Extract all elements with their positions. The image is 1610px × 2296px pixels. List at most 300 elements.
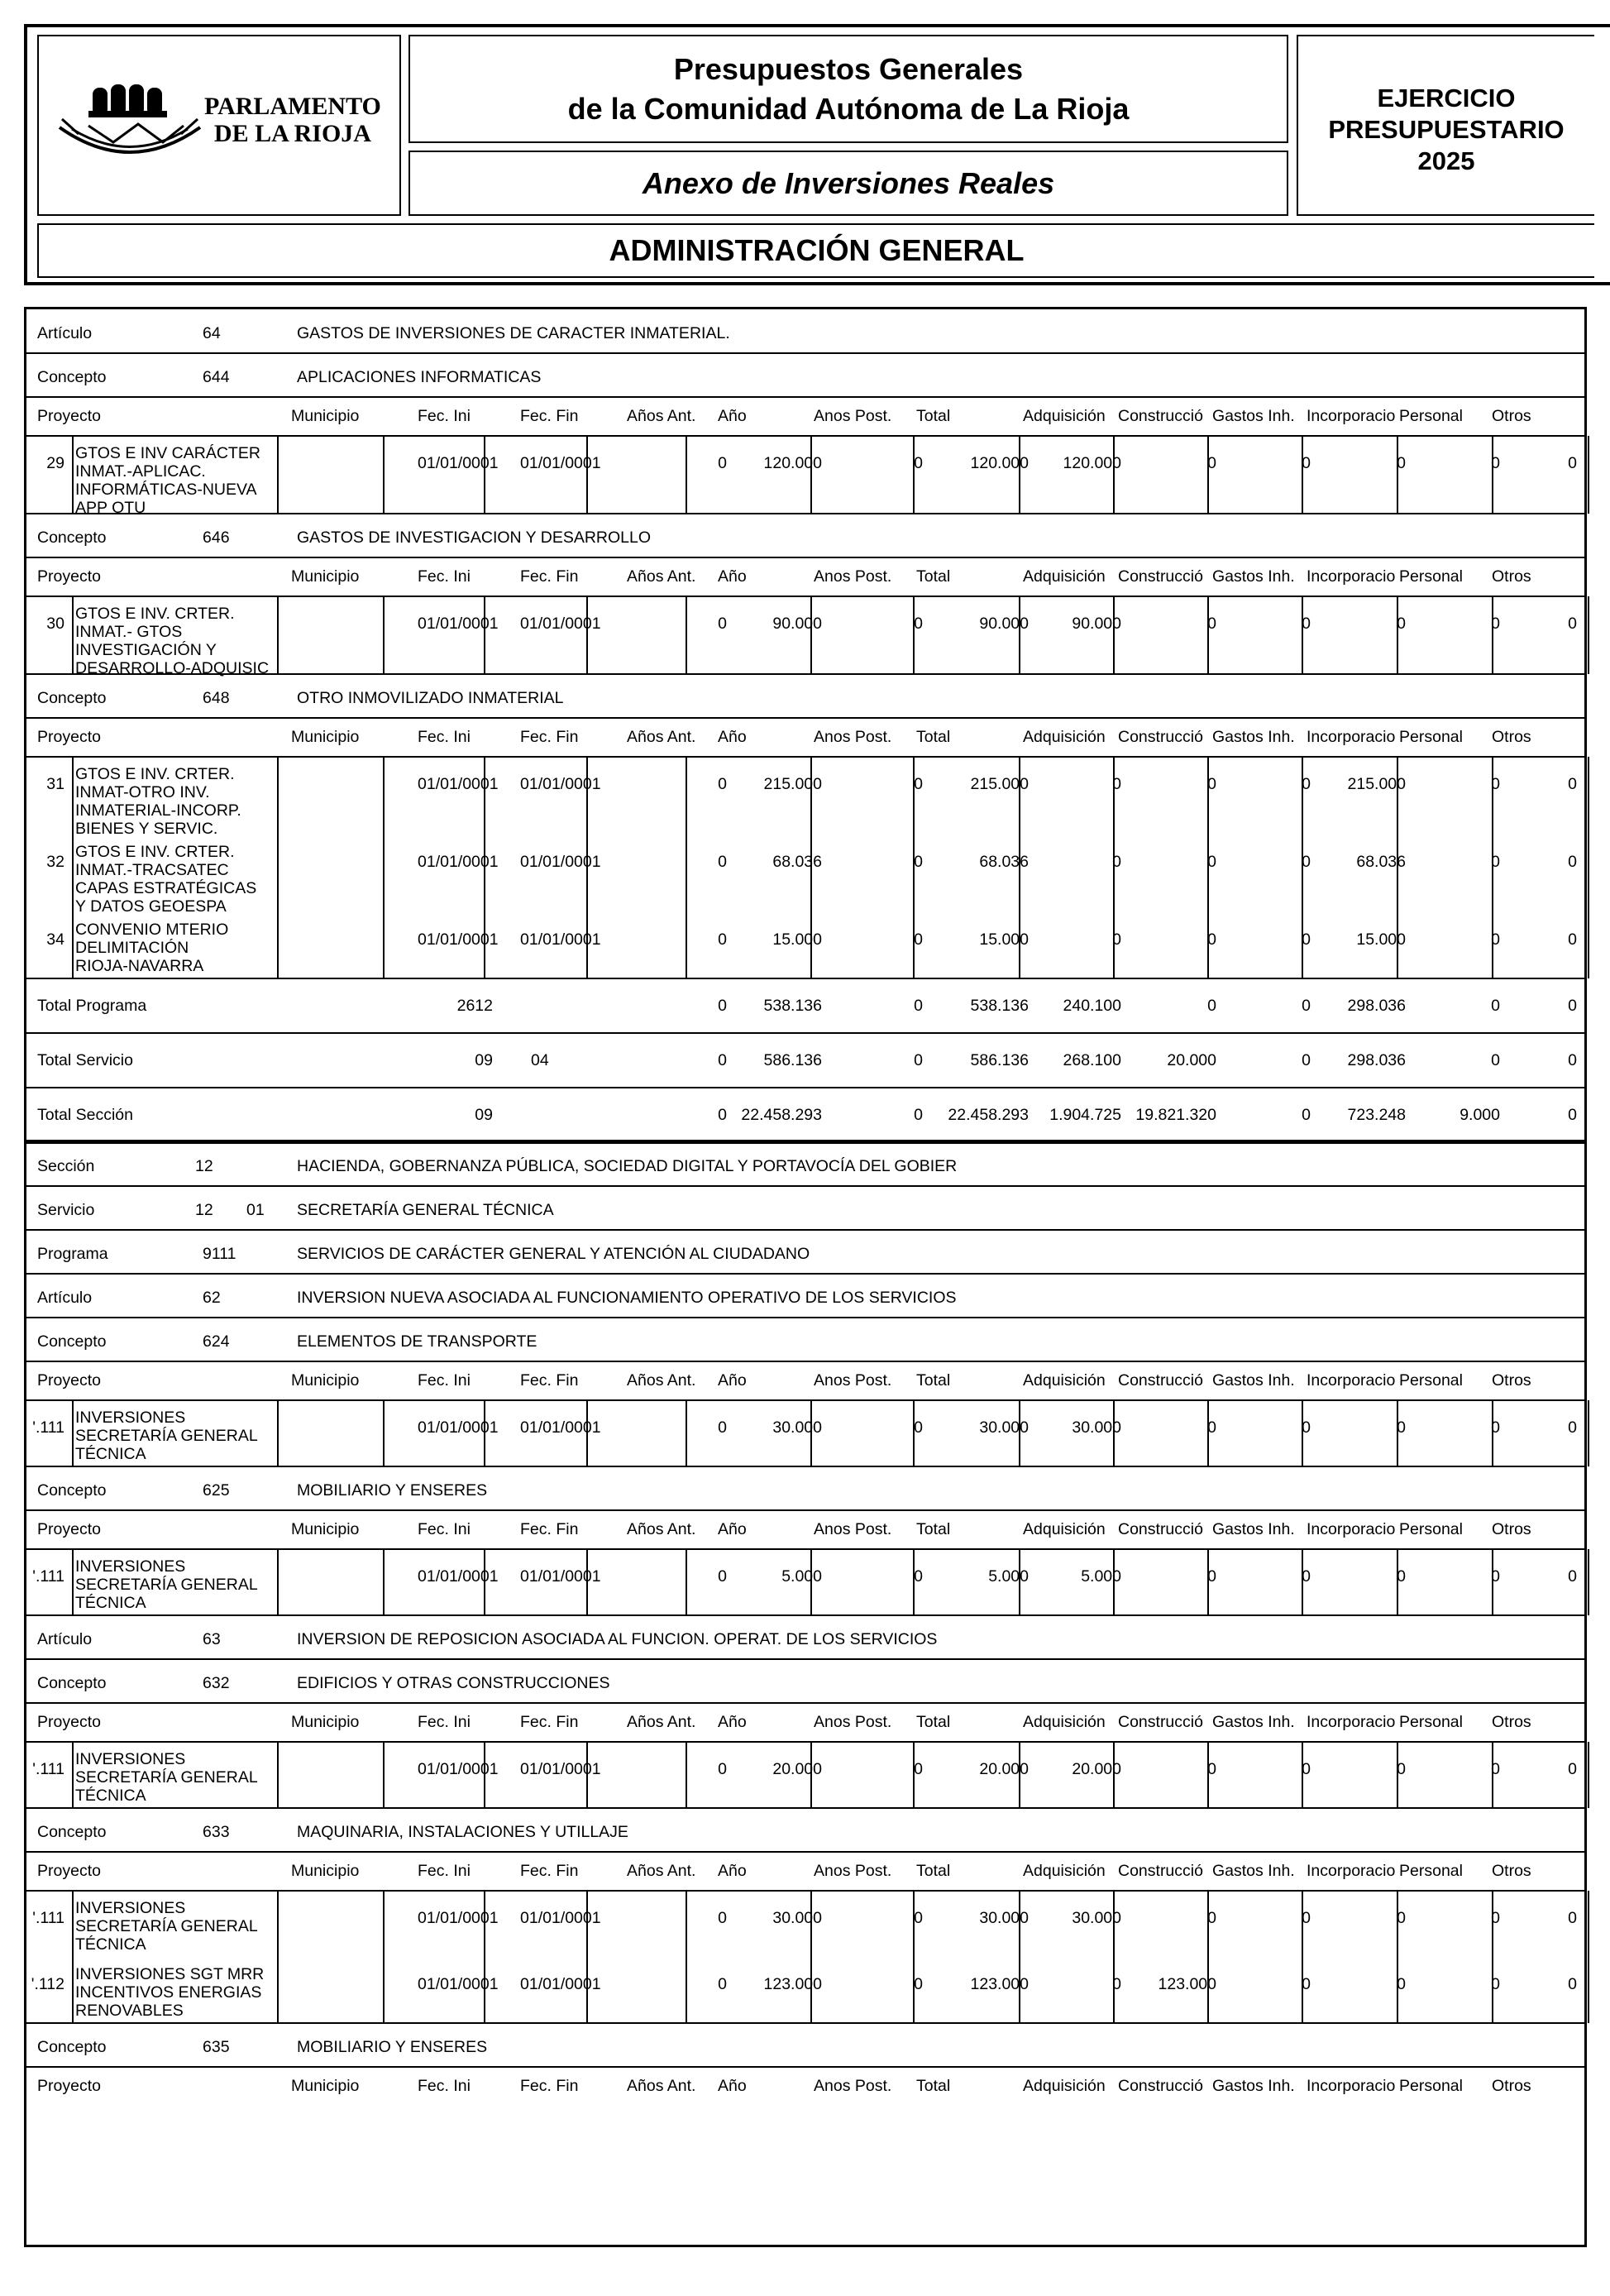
description-line: INMATERIAL-INCORP.	[75, 801, 241, 820]
column-divider	[586, 757, 588, 836]
column-header: Total	[916, 728, 951, 746]
column-header: Anos Post.	[814, 1713, 892, 1731]
total-amount: 586.136	[970, 1051, 1029, 1069]
amount-cell: 5.000	[781, 1567, 822, 1586]
column-header: Gastos Inh.	[1212, 1520, 1295, 1538]
column-divider	[913, 835, 915, 914]
amount-cell: 0	[718, 615, 727, 633]
column-header: Personal	[1399, 1371, 1463, 1390]
total-amount: 9.000	[1460, 1106, 1500, 1124]
description-line: GTOS E INV CARÁCTER	[75, 444, 260, 462]
column-header: Fec. Ini	[418, 1371, 471, 1390]
project-description	[75, 1409, 277, 1463]
project-id: 34	[46, 930, 64, 949]
column-header: Fec. Ini	[418, 728, 471, 746]
total-amount: 0	[1302, 1106, 1311, 1124]
total-amount: 298.036	[1347, 1051, 1406, 1069]
label-row	[26, 1659, 1584, 1703]
column-divider	[913, 757, 915, 836]
column-divider	[686, 436, 687, 514]
amount-cell: 123.000	[1158, 1975, 1216, 1993]
row-description: INVERSION DE REPOSICION ASOCIADA AL FUNCION. OPERAT. DE LOS SERVICIOS	[297, 1629, 938, 1648]
column-divider	[686, 912, 687, 978]
amount-cell: 0	[1568, 1909, 1577, 1927]
total-amount: 538.136	[763, 997, 822, 1015]
project-id: 32	[46, 853, 64, 871]
project-description	[75, 1557, 277, 1612]
project-id: '.111	[32, 1567, 64, 1586]
fec-fin: 01/01/0001	[520, 930, 601, 949]
total-code: 2612	[456, 997, 493, 1015]
column-header: Adquisición	[1023, 2077, 1106, 2095]
label-row	[26, 1274, 1584, 1318]
amount-cell: 215.000	[763, 775, 822, 793]
project-description	[75, 843, 277, 916]
column-divider	[686, 835, 687, 914]
column-header: Incorporacio	[1307, 728, 1396, 746]
column-divider	[1019, 596, 1020, 674]
column-header: Construcció	[1118, 407, 1203, 425]
amount-cell: 0	[1568, 454, 1577, 472]
description-line: BIENES Y SERVIC.	[75, 820, 218, 838]
column-divider	[1207, 596, 1209, 674]
column-divider	[1113, 436, 1115, 514]
column-header: Fec. Fin	[520, 1520, 579, 1538]
total-amount: 0	[1568, 1106, 1577, 1124]
column-divider	[484, 835, 485, 914]
column-header: Municipio	[291, 407, 360, 425]
total-code-2: 04	[531, 1051, 549, 1069]
column-header: Anos Post.	[814, 1862, 892, 1880]
column-header: Año	[718, 1371, 747, 1390]
amount-cell: 0	[1112, 930, 1121, 949]
column-header: Incorporacio	[1307, 1371, 1396, 1390]
amount-cell: 0	[1302, 1909, 1311, 1927]
total-code: 09	[475, 1051, 493, 1069]
column-divider	[810, 835, 812, 914]
total-amount: 0	[1302, 997, 1311, 1015]
description-line: INMAT.-TRACSATEC	[75, 861, 229, 879]
column-divider	[72, 1549, 74, 1615]
amount-cell: 0	[1568, 615, 1577, 633]
column-divider	[383, 1891, 385, 1959]
amount-cell: 0	[914, 853, 923, 871]
total-amount: 0	[1302, 1051, 1311, 1069]
logo-box	[37, 35, 401, 216]
column-divider	[1588, 912, 1589, 978]
amount-cell: 0	[718, 1567, 727, 1586]
column-divider	[277, 1549, 279, 1615]
column-header: Otros	[1492, 1713, 1531, 1731]
column-divider	[277, 757, 279, 836]
total-amount: 1.904.725	[1049, 1106, 1121, 1124]
column-divider	[1588, 1549, 1589, 1615]
label-row	[26, 1142, 1584, 1186]
amount-cell: 0	[1491, 1975, 1500, 1993]
title-line-2: de la Comunidad Autónoma de La Rioja	[567, 91, 1130, 126]
column-header: Proyecto	[37, 567, 101, 586]
amount-cell: 20.000	[1072, 1760, 1121, 1778]
total-code: 09	[475, 1106, 493, 1124]
row-label: Programa	[37, 1244, 108, 1263]
column-divider	[383, 912, 385, 978]
amount-cell: 68.036	[979, 853, 1029, 871]
row-label: Concepto	[37, 367, 107, 386]
column-divider	[72, 1400, 74, 1466]
amount-cell: 0	[1491, 1909, 1500, 1927]
column-header: Proyecto	[37, 1862, 101, 1880]
column-divider	[586, 835, 588, 914]
amount-cell: 0	[1568, 930, 1577, 949]
amount-cell: 30.000	[772, 1909, 822, 1927]
column-header: Años Ant.	[627, 407, 696, 425]
amount-cell: 0	[914, 930, 923, 949]
column-header: Otros	[1492, 1371, 1531, 1390]
amount-cell: 0	[1207, 775, 1216, 793]
fec-ini: 01/01/0001	[418, 1909, 499, 1927]
description-line: CONVENIO MTERIO	[75, 921, 229, 939]
amount-cell: 0	[914, 1418, 923, 1437]
column-divider	[277, 912, 279, 978]
row-description: MOBILIARIO Y ENSERES	[297, 1480, 488, 1500]
column-header: Total	[916, 1371, 951, 1390]
subtitle-box	[408, 151, 1288, 216]
description-line: TÉCNICA	[75, 1935, 146, 1954]
ejercicio-line-2: PRESUPUESTARIO	[1328, 114, 1565, 144]
row-description: SERVICIOS DE CARÁCTER GENERAL Y ATENCIÓN AL CIUDADANO	[297, 1244, 810, 1263]
project-row	[26, 757, 1584, 838]
amount-cell: 0	[1491, 1760, 1500, 1778]
row-description: INVERSION NUEVA ASOCIADA AL FUNCIONAMIENTO OPERATIVO DE LOS SERVICIOS	[297, 1288, 957, 1307]
column-header: Construcció	[1118, 1713, 1203, 1731]
fec-ini: 01/01/0001	[418, 454, 499, 472]
column-divider	[810, 596, 812, 674]
column-header: Construcció	[1118, 567, 1203, 586]
amount-cell: 15.000	[1356, 930, 1406, 949]
total-amount: 268.100	[1063, 1051, 1121, 1069]
description-line: GTOS E INV. CRTER.	[75, 765, 235, 783]
column-header: Años Ant.	[627, 2077, 696, 2095]
column-header: Fec. Fin	[520, 728, 579, 746]
investment-table	[24, 307, 1587, 2247]
amount-cell: 0	[1302, 1418, 1311, 1437]
amount-cell: 0	[914, 615, 923, 633]
column-divider	[1302, 757, 1303, 836]
description-line: INCENTIVOS ENERGIAS	[75, 1983, 262, 2002]
amount-cell: 5.000	[1081, 1567, 1121, 1586]
amount-cell: 120.000	[970, 454, 1029, 472]
amount-cell: 0	[1397, 615, 1406, 633]
column-divider	[383, 757, 385, 836]
column-header: Adquisición	[1023, 728, 1106, 746]
amount-cell: 0	[1302, 1760, 1311, 1778]
description-line: INVERSIONES SGT MRR	[75, 1965, 265, 1983]
amount-cell: 120.000	[763, 454, 822, 472]
amount-cell: 15.000	[979, 930, 1029, 949]
project-id: 31	[46, 775, 64, 793]
total-amount: 0	[914, 1051, 923, 1069]
column-header: Total	[916, 1520, 951, 1538]
amount-cell: 0	[1397, 1567, 1406, 1586]
label-row	[26, 674, 1584, 718]
project-row	[26, 1549, 1584, 1615]
total-amount: 0	[718, 997, 727, 1015]
total-amount: 22.458.293	[741, 1106, 822, 1124]
column-divider	[1492, 596, 1493, 674]
column-header: Gastos Inh.	[1212, 567, 1295, 586]
amount-cell: 20.000	[979, 1760, 1029, 1778]
fec-ini: 01/01/0001	[418, 615, 499, 633]
project-id: '.111	[32, 1760, 64, 1778]
column-divider	[484, 596, 485, 674]
column-header: Fec. Ini	[418, 407, 471, 425]
column-divider	[686, 1400, 687, 1466]
column-divider	[383, 1549, 385, 1615]
column-header-row	[26, 1703, 1584, 1742]
row-code: 632	[203, 1673, 230, 1692]
column-header: Incorporacio	[1307, 407, 1396, 425]
column-divider	[277, 1742, 279, 1808]
amount-cell: 15.000	[772, 930, 822, 949]
column-divider	[686, 1549, 687, 1615]
row-code: 633	[203, 1822, 230, 1841]
column-header: Fec. Fin	[520, 1371, 579, 1390]
column-header: Municipio	[291, 1371, 360, 1390]
total-amount: 0	[718, 1051, 727, 1069]
amount-cell: 90.000	[1072, 615, 1121, 633]
total-amount: 0	[1491, 1051, 1500, 1069]
column-header: Fec. Fin	[520, 407, 579, 425]
amount-cell: 0	[1491, 930, 1500, 949]
fec-fin: 01/01/0001	[520, 1975, 601, 1993]
amount-cell: 215.000	[970, 775, 1029, 793]
total-amount: 0	[1207, 997, 1216, 1015]
column-header-row	[26, 1852, 1584, 1891]
total-amount: 0	[1568, 997, 1577, 1015]
fec-fin: 01/01/0001	[520, 1567, 601, 1586]
description-line: SECRETARÍA GENERAL	[75, 1427, 258, 1445]
column-header: Construcció	[1118, 1371, 1203, 1390]
label-row	[26, 1186, 1584, 1230]
ejercicio-year: 2025	[1417, 146, 1475, 175]
column-header: Adquisición	[1023, 1713, 1106, 1731]
column-header: Municipio	[291, 2077, 360, 2095]
amount-cell: 0	[718, 1760, 727, 1778]
column-divider	[1492, 835, 1493, 914]
fec-fin: 01/01/0001	[520, 1760, 601, 1778]
column-divider	[686, 1957, 687, 2023]
amount-cell: 0	[1112, 853, 1121, 871]
column-header: Gastos Inh.	[1212, 1371, 1295, 1390]
amount-cell: 0	[718, 930, 727, 949]
column-header: Fec. Ini	[418, 1520, 471, 1538]
total-amount: 538.136	[970, 997, 1029, 1015]
column-header: Fec. Ini	[418, 2077, 471, 2095]
column-divider	[1588, 436, 1589, 514]
amount-cell: 0	[1568, 775, 1577, 793]
total-amount: 723.248	[1347, 1106, 1406, 1124]
description-line: INMAT-OTRO INV.	[75, 783, 210, 801]
amount-cell: 0	[914, 1567, 923, 1586]
logo-text	[204, 93, 381, 147]
amount-cell: 0	[1397, 1975, 1406, 1993]
total-amount: 0	[914, 997, 923, 1015]
title-line-1: Presupuestos Generales	[673, 51, 1024, 86]
column-header: Personal	[1399, 1862, 1463, 1880]
column-divider	[1397, 436, 1398, 514]
column-divider	[810, 436, 812, 514]
row-description: APLICACIONES INFORMATICAS	[297, 367, 542, 386]
amount-cell: 0	[1302, 853, 1311, 871]
logo-line-1: PARLAMENTO	[204, 93, 381, 120]
column-header: Fec. Ini	[418, 567, 471, 586]
label-row	[26, 2023, 1584, 2067]
description-line: INFORMÁTICAS-NUEVA	[75, 481, 257, 499]
amount-cell: 0	[1207, 1567, 1216, 1586]
amount-cell: 0	[1491, 1567, 1500, 1586]
column-header: Fec. Ini	[418, 1713, 471, 1731]
total-label: Total Servicio	[37, 1051, 133, 1069]
column-divider	[277, 835, 279, 914]
column-header: Construcció	[1118, 728, 1203, 746]
row-label: Sección	[37, 1156, 95, 1175]
column-header: Adquisición	[1023, 1371, 1106, 1390]
parliament-logo-icon	[55, 69, 208, 160]
column-header: Municipio	[291, 728, 360, 746]
amount-cell: 0	[718, 853, 727, 871]
column-header: Personal	[1399, 1520, 1463, 1538]
amount-cell: 0	[1491, 775, 1500, 793]
row-description: HACIENDA, GOBERNANZA PÚBLICA, SOCIEDAD DIGITAL Y PORTAVOCÍA DEL GOBIER	[297, 1156, 958, 1175]
column-divider	[1588, 596, 1589, 674]
total-row	[26, 1088, 1584, 1142]
row-description: OTRO INMOVILIZADO INMATERIAL	[297, 688, 564, 707]
description-line: INMAT.- GTOS	[75, 623, 183, 641]
column-header: Fec. Fin	[520, 567, 579, 586]
column-divider	[1113, 596, 1115, 674]
column-divider	[1207, 436, 1209, 514]
column-header: Año	[718, 567, 747, 586]
total-amount: 586.136	[763, 1051, 822, 1069]
total-amount: 0	[718, 1106, 727, 1124]
project-row	[26, 596, 1584, 677]
column-divider	[586, 436, 588, 514]
project-id: '.111	[32, 1418, 64, 1437]
column-divider	[913, 596, 915, 674]
column-divider	[1397, 596, 1398, 674]
project-id: '.111	[32, 1909, 64, 1927]
column-header: Personal	[1399, 2077, 1463, 2095]
column-header: Otros	[1492, 2077, 1531, 2095]
column-divider	[913, 436, 915, 514]
column-header: Años Ant.	[627, 567, 696, 586]
amount-cell: 0	[1207, 930, 1216, 949]
fec-fin: 01/01/0001	[520, 615, 601, 633]
label-row	[26, 353, 1584, 397]
amount-cell: 0	[1302, 775, 1311, 793]
row-description: GASTOS DE INVESTIGACION Y DESARROLLO	[297, 528, 652, 547]
total-label: Total Programa	[37, 997, 147, 1015]
column-divider	[1207, 835, 1209, 914]
description-line: TÉCNICA	[75, 1594, 146, 1612]
amount-cell: 0	[1302, 1975, 1311, 1993]
column-header: Gastos Inh.	[1212, 1713, 1295, 1731]
description-line: INVESTIGACIÓN Y	[75, 641, 217, 659]
logo-line-2: DE LA RIOJA	[213, 120, 371, 147]
column-divider	[686, 1891, 687, 1959]
column-divider	[1588, 835, 1589, 914]
column-header: Construcció	[1118, 1520, 1203, 1538]
column-header: Año	[718, 1713, 747, 1731]
row-label: Artículo	[37, 1288, 93, 1307]
project-row	[26, 436, 1584, 517]
amount-cell: 5.000	[988, 1567, 1029, 1586]
column-header: Fec. Fin	[520, 1713, 579, 1731]
amount-cell: 0	[1207, 615, 1216, 633]
column-divider	[1492, 757, 1493, 836]
amount-cell: 0	[718, 1418, 727, 1437]
column-header-row	[26, 718, 1584, 757]
column-divider	[72, 1957, 74, 2023]
column-divider	[1588, 1891, 1589, 1959]
label-row	[26, 1466, 1584, 1510]
amount-cell: 0	[1491, 615, 1500, 633]
column-header: Adquisición	[1023, 1862, 1106, 1880]
column-divider	[1588, 1957, 1589, 2023]
total-amount: 0	[1568, 1051, 1577, 1069]
total-label: Total Sección	[37, 1106, 133, 1124]
column-header: Año	[718, 728, 747, 746]
column-header: Municipio	[291, 567, 360, 586]
column-header: Total	[916, 1713, 951, 1731]
amount-cell: 90.000	[979, 615, 1029, 633]
row-description: GASTOS DE INVERSIONES DE CARACTER INMATERIAL.	[297, 323, 730, 342]
column-divider	[484, 436, 485, 514]
amount-cell: 68.036	[1356, 853, 1406, 871]
column-divider	[383, 835, 385, 914]
column-divider	[1019, 835, 1020, 914]
row-code: 64	[203, 323, 221, 342]
amount-cell: 90.000	[772, 615, 822, 633]
row-code: 12	[195, 1200, 213, 1219]
description-line: APP OTU	[75, 499, 146, 517]
column-header: Fec. Ini	[418, 1862, 471, 1880]
row-code-2: 01	[246, 1200, 265, 1219]
amount-cell: 120.000	[1063, 454, 1121, 472]
description-line: TÉCNICA	[75, 1787, 146, 1805]
row-label: Concepto	[37, 1822, 107, 1841]
amount-cell: 0	[1397, 1760, 1406, 1778]
row-code: 62	[203, 1288, 221, 1307]
fec-ini: 01/01/0001	[418, 930, 499, 949]
label-row	[26, 514, 1584, 557]
column-divider	[277, 596, 279, 674]
column-header: Anos Post.	[814, 1371, 892, 1390]
column-divider	[72, 757, 74, 836]
column-divider	[72, 436, 74, 514]
amount-cell: 30.000	[979, 1909, 1029, 1927]
column-divider	[383, 1957, 385, 2023]
amount-cell: 0	[718, 454, 727, 472]
description-line: INVERSIONES	[75, 1557, 186, 1576]
project-id: 30	[46, 615, 64, 633]
column-header: Años Ant.	[627, 728, 696, 746]
column-header: Incorporacio	[1307, 2077, 1396, 2095]
amount-cell: 30.000	[772, 1418, 822, 1437]
column-header-row	[26, 2067, 1584, 2106]
ejercicio-box	[1297, 35, 1594, 216]
total-amount: 20.000	[1167, 1051, 1216, 1069]
